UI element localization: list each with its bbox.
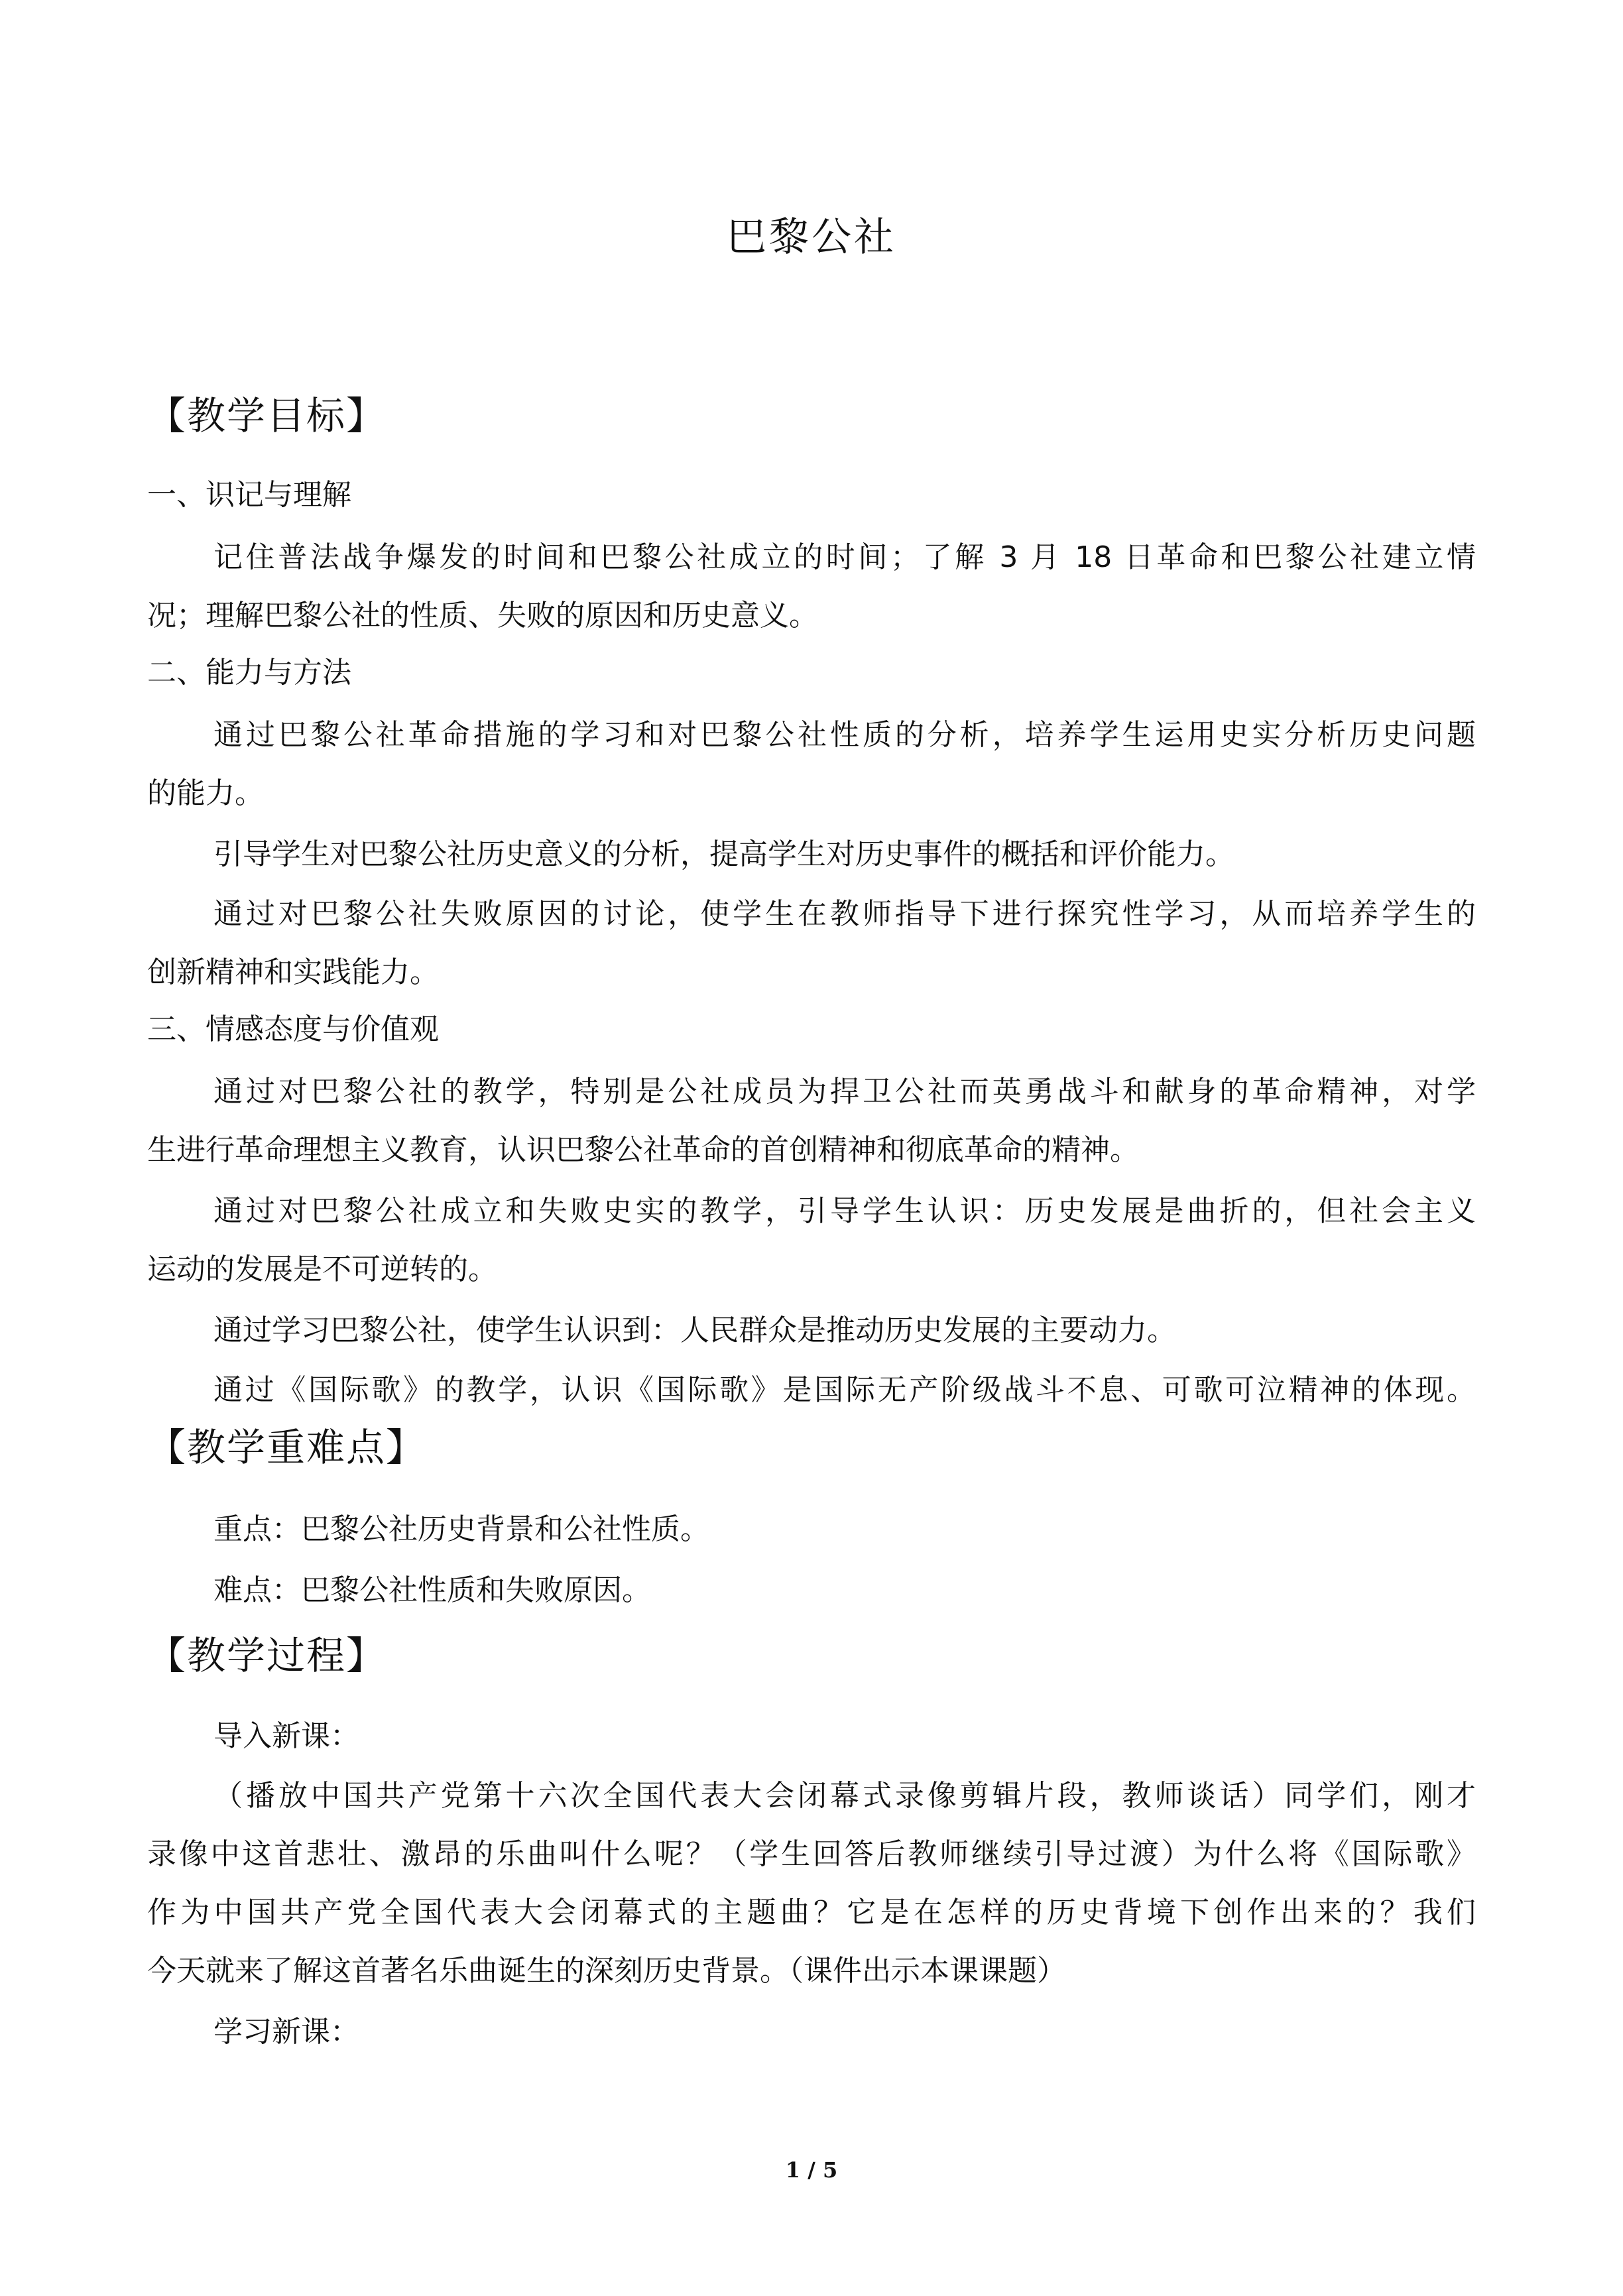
paragraph-line: 通过对巴黎公社成立和失败史实的教学，引导学生认识：历史发展是曲折的，但社会主义: [213, 1194, 1476, 1228]
section-title-understanding: 一、识记与理解: [147, 478, 351, 512]
paragraph-line: 通过《国际歌》的教学，认识《国际歌》是国际无产阶级战斗不息、可歌可泣精神的体现。: [213, 1373, 1476, 1407]
section-title-values: 三、情感态度与价值观: [147, 1012, 439, 1046]
heading-process: 【教学过程】: [147, 1633, 387, 1678]
heading-key-points: 【教学重难点】: [147, 1425, 426, 1470]
paragraph-line: 创新精神和实践能力。: [147, 955, 439, 989]
paragraph-line: 运动的发展是不可逆转的。: [147, 1252, 497, 1286]
paragraph-line: 记住普法战争爆发的时间和巴黎公社成立的时间；了解 3 月 18 日革命和巴黎公社建立情: [213, 540, 1476, 574]
paragraph-line: 录像中这首悲壮、激昂的乐曲叫什么呢？（学生回答后教师继续引导过渡）为什么将《国际歌》: [147, 1837, 1476, 1871]
heading-objectives: 【教学目标】: [147, 393, 387, 438]
new-lesson-label: 学习新课：: [213, 2015, 359, 2049]
key-point-difficulty: 难点：巴黎公社性质和失败原因。: [213, 1573, 651, 1607]
paragraph-line: 通过对巴黎公社的教学，特别是公社成员为捍卫公社而英勇战斗和献身的革命精神，对学: [213, 1075, 1476, 1109]
paragraph-line: 通过巴黎公社革命措施的学习和对巴黎公社性质的分析，培养学生运用史实分析历史问题: [213, 718, 1476, 752]
paragraph-line: 生进行革命理想主义教育，认识巴黎公社革命的首创精神和彻底革命的精神。: [147, 1133, 1139, 1167]
page-number: 1 / 5: [785, 2157, 838, 2183]
document-title: 巴黎公社: [727, 214, 896, 261]
paragraph-line: 今天就来了解这首著名乐曲诞生的深刻历史背景。（课件出示本课课题）: [147, 1954, 1066, 1988]
key-point-focus: 重点：巴黎公社历史背景和公社性质。: [213, 1512, 709, 1546]
paragraph-line: 通过学习巴黎公社，使学生认识到：人民群众是推动历史发展的主要动力。: [213, 1313, 1176, 1347]
intro-label: 导入新课：: [213, 1719, 359, 1753]
section-title-ability: 二、能力与方法: [147, 656, 351, 690]
paragraph-line: 引导学生对巴黎公社历史意义的分析，提高学生对历史事件的概括和评价能力。: [213, 837, 1234, 871]
paragraph-line: 通过对巴黎公社失败原因的讨论，使学生在教师指导下进行探究性学习，从而培养学生的: [213, 897, 1476, 931]
paragraph-line: （播放中国共产党第十六次全国代表大会闭幕式录像剪辑片段，教师谈话）同学们，刚才: [213, 1779, 1476, 1813]
paragraph-line: 况；理解巴黎公社的性质、失败的原因和历史意义。: [147, 599, 818, 633]
paragraph-line: 作为中国共产党全国代表大会闭幕式的主题曲？它是在怎样的历史背境下创作出来的？我们: [147, 1896, 1476, 1929]
paragraph-line: 的能力。: [147, 776, 264, 810]
